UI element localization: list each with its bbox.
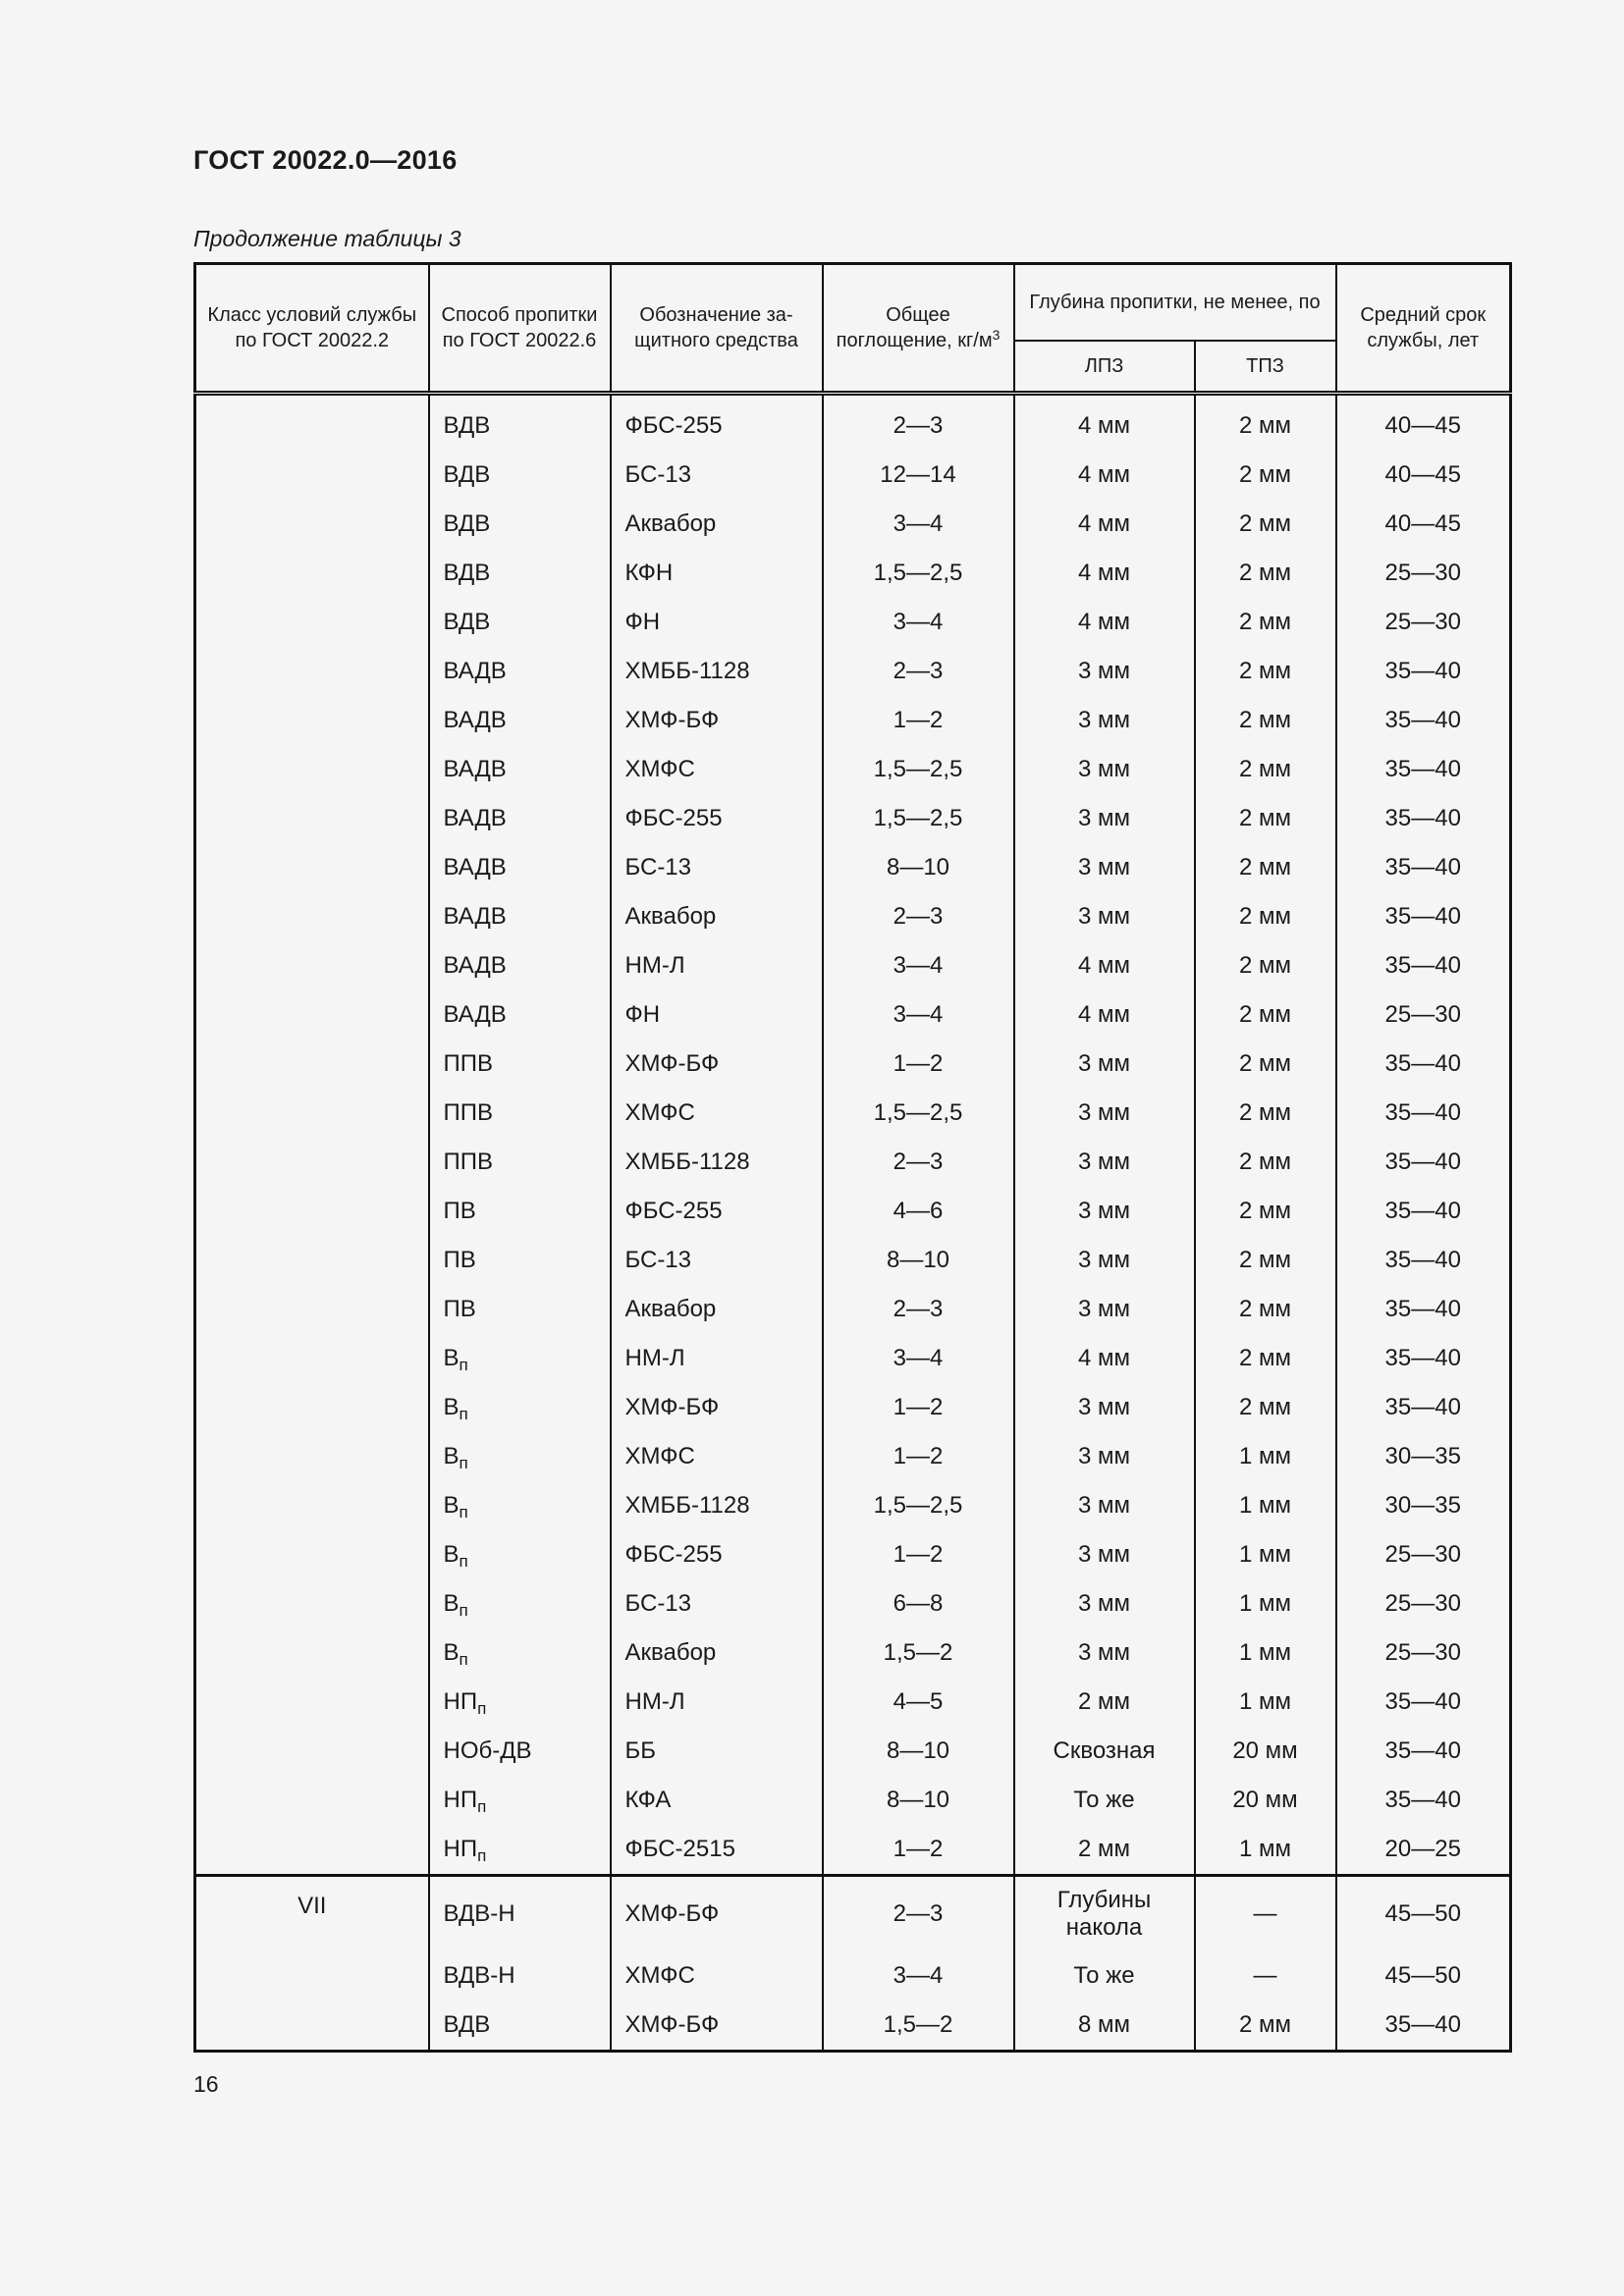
cell-absorption: 12—14 — [823, 451, 1014, 500]
cell-method-text: ВАДВ — [443, 805, 507, 831]
cell-method-subscript: п — [459, 1356, 468, 1374]
cell-method-text: ВДВ-Н — [443, 1962, 515, 1989]
cell-absorption: 3—4 — [823, 598, 1014, 647]
cell-method-text: ВДВ — [443, 609, 491, 635]
cell-life: 35—40 — [1336, 843, 1511, 892]
cell-lpz: 3 мм — [1014, 1040, 1195, 1089]
cell-absorption: 8—10 — [823, 843, 1014, 892]
cell-method — [429, 1187, 611, 1236]
cell-method — [429, 500, 611, 549]
table-group-1 — [195, 394, 1511, 1876]
cell-life: 35—40 — [1336, 794, 1511, 843]
cell-agent: ХМФ-БФ — [611, 2001, 823, 2052]
cell-agent: ХМФ-БФ — [611, 1040, 823, 1089]
cell-method — [429, 1530, 611, 1579]
cell-absorption: 8—10 — [823, 1727, 1014, 1776]
table-row — [195, 1876, 1511, 1952]
cell-agent: ФБС-255 — [611, 794, 823, 843]
cell-agent: Аквабор — [611, 1285, 823, 1334]
cell-method — [429, 1383, 611, 1432]
cell-lpz: 4 мм — [1014, 549, 1195, 598]
cell-method — [429, 1089, 611, 1138]
cell-agent: ХМФС — [611, 1951, 823, 2001]
cell-life: 45—50 — [1336, 1951, 1511, 2001]
cell-lpz: 3 мм — [1014, 696, 1195, 745]
cell-lpz: То же — [1014, 1776, 1195, 1825]
cell-tpz: 2 мм — [1195, 2001, 1336, 2052]
cell-lpz: 3 мм — [1014, 1285, 1195, 1334]
cell-life: 25—30 — [1336, 598, 1511, 647]
cell-absorption: 2—3 — [823, 647, 1014, 696]
cell-absorption: 1—2 — [823, 1825, 1014, 1876]
cell-method — [429, 892, 611, 941]
cell-method-subscript: п — [459, 1552, 468, 1571]
cell-lpz: 3 мм — [1014, 1187, 1195, 1236]
cell-lpz: 4 мм — [1014, 500, 1195, 549]
cell-life: 35—40 — [1336, 1187, 1511, 1236]
cell-method — [429, 941, 611, 990]
cell-lpz: 3 мм — [1014, 794, 1195, 843]
cell-tpz: 1 мм — [1195, 1678, 1336, 1727]
cell-life: 20—25 — [1336, 1825, 1511, 1876]
cell-life: 25—30 — [1336, 549, 1511, 598]
cell-method-text: ВАДВ — [443, 707, 507, 733]
cell-life: 35—40 — [1336, 647, 1511, 696]
header-absorption — [823, 264, 1014, 394]
document-header: ГОСТ 20022.0—2016 — [193, 145, 458, 175]
cell-agent: НМ-Л — [611, 1678, 823, 1727]
table-group-2 — [195, 1876, 1511, 2052]
cell-absorption: 1—2 — [823, 696, 1014, 745]
cell-lpz: Сквозная — [1014, 1727, 1195, 1776]
cell-method — [429, 1040, 611, 1089]
cell-method-text: ВДВ — [443, 2011, 491, 2038]
cell-tpz: 2 мм — [1195, 696, 1336, 745]
cell-absorption: 3—4 — [823, 1951, 1014, 2001]
cell-method — [429, 1285, 611, 1334]
cell-agent: ХМФС — [611, 1432, 823, 1481]
cell-life: 35—40 — [1336, 1040, 1511, 1089]
cell-tpz: 2 мм — [1195, 500, 1336, 549]
cell-life: 40—45 — [1336, 451, 1511, 500]
cell-method-text: ВАДВ — [443, 658, 507, 684]
cell-method-text: В — [443, 1590, 460, 1617]
cell-method — [429, 843, 611, 892]
header-tpz: ТПЗ — [1195, 341, 1336, 394]
cell-tpz: 1 мм — [1195, 1579, 1336, 1629]
cell-lpz: 4 мм — [1014, 451, 1195, 500]
cell-tpz: 2 мм — [1195, 843, 1336, 892]
cell-method-text: ВАДВ — [443, 1001, 507, 1028]
cell-agent: ХМББ-1128 — [611, 1481, 823, 1530]
cell-absorption: 2—3 — [823, 1285, 1014, 1334]
page-number: 16 — [193, 2071, 219, 2097]
cell-lpz: 3 мм — [1014, 1138, 1195, 1187]
cell-method — [429, 394, 611, 452]
cell-method — [429, 745, 611, 794]
cell-tpz: 2 мм — [1195, 745, 1336, 794]
cell-lpz: 3 мм — [1014, 1432, 1195, 1481]
cell-method-text: ВАДВ — [443, 952, 507, 979]
cell-absorption: 1—2 — [823, 1432, 1014, 1481]
cell-tpz: 1 мм — [1195, 1481, 1336, 1530]
cell-agent: ХМББ-1128 — [611, 647, 823, 696]
cell-life: 25—30 — [1336, 1579, 1511, 1629]
cell-method-subscript: п — [477, 1846, 487, 1865]
cell-method-text: В — [443, 1345, 460, 1371]
cell-agent: ХМФС — [611, 1089, 823, 1138]
cell-life: 35—40 — [1336, 1776, 1511, 1825]
header-absorption-text: Общее поглощение, кг/м — [836, 304, 993, 351]
cell-agent: ХМФ-БФ — [611, 1383, 823, 1432]
cell-life: 35—40 — [1336, 1678, 1511, 1727]
cell-lpz: 3 мм — [1014, 1530, 1195, 1579]
cell-agent: ХМББ-1128 — [611, 1138, 823, 1187]
cell-method — [429, 1334, 611, 1383]
cell-tpz: 2 мм — [1195, 941, 1336, 990]
cell-method — [429, 1776, 611, 1825]
cell-lpz: 3 мм — [1014, 892, 1195, 941]
cell-lpz: 4 мм — [1014, 941, 1195, 990]
cell-lpz: 3 мм — [1014, 745, 1195, 794]
cell-tpz: 2 мм — [1195, 549, 1336, 598]
cell-absorption: 3—4 — [823, 500, 1014, 549]
cell-method-subscript: п — [459, 1503, 468, 1522]
cell-absorption: 3—4 — [823, 990, 1014, 1040]
cell-method-subscript: п — [477, 1699, 487, 1718]
cell-tpz: — — [1195, 1876, 1336, 1952]
cell-method — [429, 549, 611, 598]
cell-method — [429, 598, 611, 647]
cell-tpz: 2 мм — [1195, 451, 1336, 500]
cell-method-text: В — [443, 1492, 460, 1519]
cell-absorption: 1,5—2,5 — [823, 1089, 1014, 1138]
cell-method — [429, 1629, 611, 1678]
cell-agent: НМ-Л — [611, 1334, 823, 1383]
cell-agent: ББ — [611, 1727, 823, 1776]
cell-class — [195, 394, 429, 1876]
cell-tpz: 20 мм — [1195, 1776, 1336, 1825]
cell-method-text: В — [443, 1541, 460, 1568]
cell-tpz: 2 мм — [1195, 1285, 1336, 1334]
cell-tpz: 2 мм — [1195, 892, 1336, 941]
cell-lpz: 4 мм — [1014, 1334, 1195, 1383]
cell-tpz: 2 мм — [1195, 1040, 1336, 1089]
header-depth: Глубина пропитки, не менее, по — [1014, 264, 1336, 342]
cell-method — [429, 1951, 611, 2001]
cell-absorption: 1—2 — [823, 1530, 1014, 1579]
cell-agent: БС-13 — [611, 1579, 823, 1629]
cell-absorption: 1,5—2,5 — [823, 549, 1014, 598]
cell-lpz: 3 мм — [1014, 1579, 1195, 1629]
cell-life: 40—45 — [1336, 394, 1511, 452]
cell-absorption: 6—8 — [823, 1579, 1014, 1629]
cell-tpz: 1 мм — [1195, 1530, 1336, 1579]
cell-absorption: 1,5—2,5 — [823, 1481, 1014, 1530]
cell-method-subscript: п — [459, 1650, 468, 1669]
cell-tpz: 2 мм — [1195, 1089, 1336, 1138]
cell-agent: ФН — [611, 598, 823, 647]
cell-life: 35—40 — [1336, 1138, 1511, 1187]
cell-method — [429, 1236, 611, 1285]
cell-method — [429, 1825, 611, 1876]
cell-agent: ХМФ-БФ — [611, 696, 823, 745]
cell-life: 35—40 — [1336, 2001, 1511, 2052]
cell-absorption: 2—3 — [823, 394, 1014, 452]
cell-agent: БС-13 — [611, 1236, 823, 1285]
cell-life: 35—40 — [1336, 1236, 1511, 1285]
header-lpz: ЛПЗ — [1014, 341, 1195, 394]
header-method: Способ пропитки по ГОСТ 20022.6 — [429, 264, 611, 394]
cell-method-text: ВАДВ — [443, 903, 507, 930]
cell-method — [429, 647, 611, 696]
cell-method — [429, 1579, 611, 1629]
cell-method — [429, 1727, 611, 1776]
cell-method-text: ВДВ — [443, 461, 491, 488]
cell-method-text: ППВ — [443, 1148, 494, 1175]
cell-absorption: 1,5—2,5 — [823, 794, 1014, 843]
cell-method-subscript: п — [459, 1454, 468, 1472]
cell-method-text: ПВ — [443, 1247, 476, 1273]
cell-absorption: 2—3 — [823, 1138, 1014, 1187]
table-caption: Продолжение таблицы 3 — [193, 226, 461, 251]
cell-method-text: В — [443, 1394, 460, 1420]
cell-life: 35—40 — [1336, 1334, 1511, 1383]
cell-method-subscript: п — [459, 1601, 468, 1620]
cell-method-text: ПВ — [443, 1296, 476, 1322]
cell-agent: ФН — [611, 990, 823, 1040]
cell-life: 30—35 — [1336, 1432, 1511, 1481]
cell-method — [429, 1432, 611, 1481]
cell-method — [429, 1678, 611, 1727]
cell-agent: БС-13 — [611, 451, 823, 500]
cell-lpz: 3 мм — [1014, 1089, 1195, 1138]
cell-absorption: 3—4 — [823, 1334, 1014, 1383]
cell-method-text: ВДВ — [443, 510, 491, 537]
cell-lpz: 4 мм — [1014, 598, 1195, 647]
cell-method-text: В — [443, 1639, 460, 1666]
cell-tpz: 2 мм — [1195, 794, 1336, 843]
cell-life: 35—40 — [1336, 1383, 1511, 1432]
cell-method-text: В — [443, 1443, 460, 1469]
cell-method — [429, 1138, 611, 1187]
cell-tpz: 2 мм — [1195, 1383, 1336, 1432]
cell-lpz: 8 мм — [1014, 2001, 1195, 2052]
cell-lpz: Глубины накола — [1014, 1876, 1195, 1952]
cell-absorption: 1,5—2 — [823, 1629, 1014, 1678]
cell-agent: ХМФ-БФ — [611, 1876, 823, 1952]
cell-agent: НМ-Л — [611, 941, 823, 990]
cell-absorption: 3—4 — [823, 941, 1014, 990]
cell-lpz: 3 мм — [1014, 1236, 1195, 1285]
cell-life: 35—40 — [1336, 1727, 1511, 1776]
cell-absorption: 8—10 — [823, 1776, 1014, 1825]
cell-method — [429, 794, 611, 843]
cell-absorption: 2—3 — [823, 1876, 1014, 1952]
cell-tpz: 1 мм — [1195, 1432, 1336, 1481]
cell-lpz: 4 мм — [1014, 394, 1195, 452]
cell-method-text: НП — [443, 1836, 478, 1862]
cell-method-text: ППВ — [443, 1050, 494, 1077]
cell-agent: ФБС-255 — [611, 394, 823, 452]
cell-method — [429, 2001, 611, 2052]
cell-lpz: 3 мм — [1014, 1629, 1195, 1678]
cell-agent: Аквабор — [611, 500, 823, 549]
cell-method-text: НП — [443, 1787, 478, 1813]
cell-life: 25—30 — [1336, 1530, 1511, 1579]
cell-method — [429, 1481, 611, 1530]
cell-method-text: ВАДВ — [443, 854, 507, 881]
cell-tpz: 2 мм — [1195, 990, 1336, 1040]
cell-lpz: 2 мм — [1014, 1825, 1195, 1876]
data-table — [193, 262, 1512, 2053]
cell-method-text: ПВ — [443, 1198, 476, 1224]
cell-method-text: ВАДВ — [443, 756, 507, 782]
cell-tpz: 2 мм — [1195, 598, 1336, 647]
cell-agent: ФБС-255 — [611, 1530, 823, 1579]
cell-agent: Аквабор — [611, 1629, 823, 1678]
cell-tpz: 2 мм — [1195, 1236, 1336, 1285]
cell-life: 35—40 — [1336, 892, 1511, 941]
cell-method — [429, 696, 611, 745]
cell-method-text: ППВ — [443, 1099, 494, 1126]
cell-tpz: 20 мм — [1195, 1727, 1336, 1776]
header-absorption-sup: 3 — [992, 327, 1001, 343]
table-row — [195, 394, 1511, 452]
cell-class: VII — [195, 1876, 429, 2052]
cell-agent: ХМФС — [611, 745, 823, 794]
cell-method-subscript: п — [477, 1797, 487, 1816]
cell-absorption: 1,5—2,5 — [823, 745, 1014, 794]
cell-lpz: 4 мм — [1014, 990, 1195, 1040]
cell-life: 25—30 — [1336, 990, 1511, 1040]
cell-method-text: НОб-ДВ — [443, 1737, 532, 1764]
cell-life: 40—45 — [1336, 500, 1511, 549]
cell-agent: Аквабор — [611, 892, 823, 941]
cell-method-text: НП — [443, 1688, 478, 1715]
cell-life: 45—50 — [1336, 1876, 1511, 1952]
cell-lpz: 3 мм — [1014, 647, 1195, 696]
cell-absorption: 1,5—2 — [823, 2001, 1014, 2052]
cell-lpz: 3 мм — [1014, 1383, 1195, 1432]
cell-tpz: 2 мм — [1195, 647, 1336, 696]
header-class: Класс условий службы по ГОСТ 20022.2 — [195, 264, 429, 394]
cell-method-text: ВДВ-Н — [443, 1900, 515, 1927]
cell-life: 35—40 — [1336, 1285, 1511, 1334]
cell-life: 35—40 — [1336, 941, 1511, 990]
cell-tpz: 1 мм — [1195, 1629, 1336, 1678]
cell-agent: ФБС-2515 — [611, 1825, 823, 1876]
cell-absorption: 4—6 — [823, 1187, 1014, 1236]
cell-agent: КФА — [611, 1776, 823, 1825]
cell-agent: ФБС-255 — [611, 1187, 823, 1236]
cell-lpz: То же — [1014, 1951, 1195, 2001]
cell-life: 35—40 — [1336, 696, 1511, 745]
cell-absorption: 2—3 — [823, 892, 1014, 941]
cell-lpz: 3 мм — [1014, 843, 1195, 892]
cell-method-text: ВДВ — [443, 412, 491, 439]
cell-method — [429, 451, 611, 500]
cell-lpz: 3 мм — [1014, 1481, 1195, 1530]
cell-life: 25—30 — [1336, 1629, 1511, 1678]
cell-life: 30—35 — [1336, 1481, 1511, 1530]
cell-tpz: 2 мм — [1195, 1334, 1336, 1383]
cell-absorption: 4—5 — [823, 1678, 1014, 1727]
cell-tpz: 2 мм — [1195, 1138, 1336, 1187]
cell-tpz: — — [1195, 1951, 1336, 2001]
cell-life: 35—40 — [1336, 1089, 1511, 1138]
cell-method-subscript: п — [459, 1405, 468, 1423]
cell-lpz: 2 мм — [1014, 1678, 1195, 1727]
header-agent: Обозначение за-щитного средства — [611, 264, 823, 394]
cell-absorption: 1—2 — [823, 1383, 1014, 1432]
cell-tpz: 2 мм — [1195, 1187, 1336, 1236]
cell-method — [429, 1876, 611, 1952]
cell-absorption: 8—10 — [823, 1236, 1014, 1285]
cell-method — [429, 990, 611, 1040]
header-life: Средний срок службы, лет — [1336, 264, 1511, 394]
cell-life: 35—40 — [1336, 745, 1511, 794]
cell-agent: КФН — [611, 549, 823, 598]
cell-tpz: 2 мм — [1195, 394, 1336, 452]
cell-absorption: 1—2 — [823, 1040, 1014, 1089]
cell-agent: БС-13 — [611, 843, 823, 892]
cell-method-text: ВДВ — [443, 560, 491, 586]
cell-tpz: 1 мм — [1195, 1825, 1336, 1876]
